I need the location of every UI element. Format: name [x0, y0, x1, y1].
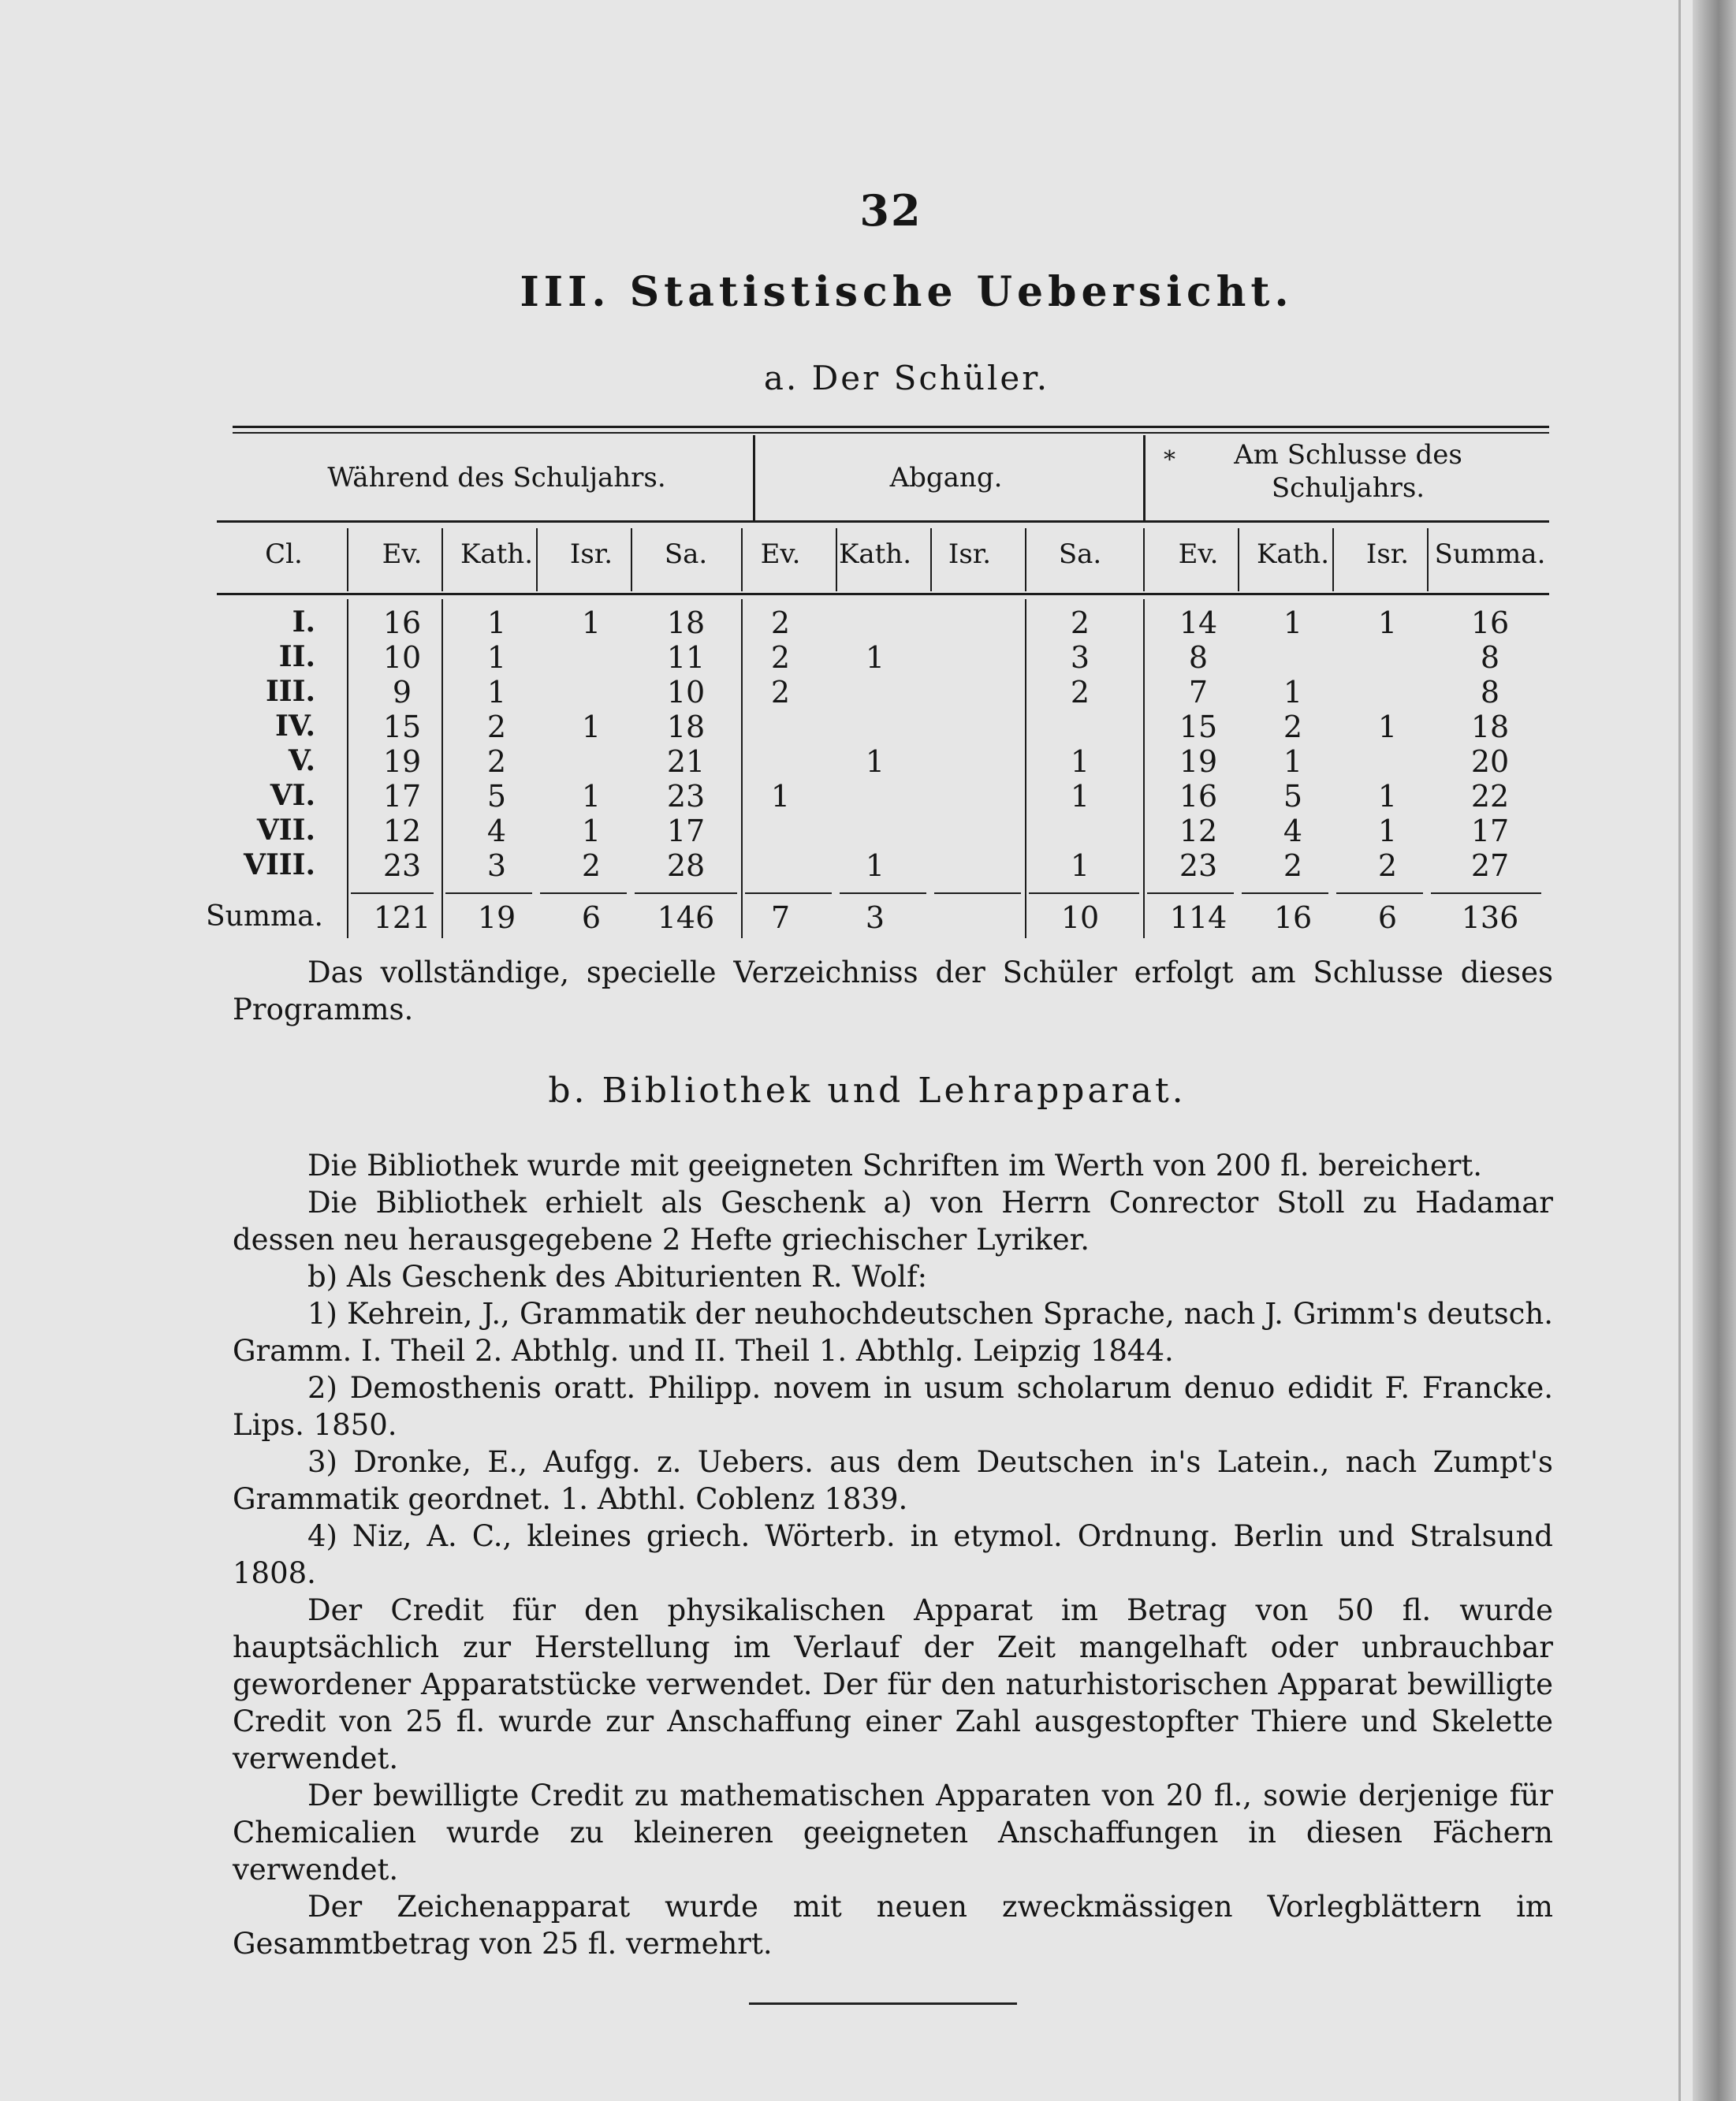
table-cell: 1	[486, 640, 507, 675]
page-edge-line	[1678, 0, 1681, 2101]
column-divider	[1238, 528, 1239, 591]
paragraph: 4) Niz, A. C., kleines griech. Wörterb. in etymol. Ordnung. Berlin und Stralsund 1808.	[233, 1519, 1553, 1590]
table-cell: 121	[373, 900, 431, 935]
column-divider	[536, 528, 538, 591]
table-cell: 1	[865, 640, 885, 675]
row-class-label: VI.	[270, 779, 315, 812]
paragraph: Der Zeichenapparat wurde mit neuen zweckmässigen Vorlegblättern im Gesammtbetrag von 25 fl. vermehrt.	[233, 1890, 1553, 1961]
table-cell: 2	[770, 675, 791, 710]
table-cell: 9	[392, 675, 412, 710]
column-divider	[1143, 528, 1145, 591]
sum-rule	[1147, 892, 1234, 894]
table-cell: 1	[770, 779, 791, 814]
table-top-rule	[233, 426, 1549, 428]
table-cell: 23	[382, 848, 422, 883]
table-cell: 12	[1179, 814, 1218, 848]
table-cell: 1	[1377, 814, 1398, 848]
table-cell: 17	[382, 779, 422, 814]
table-cell: 12	[382, 814, 422, 848]
table-cell: 1	[1283, 675, 1303, 710]
sum-rule	[635, 892, 737, 894]
column-divider	[836, 528, 837, 591]
sum-rule	[1029, 892, 1139, 894]
table-cell: 16	[1470, 605, 1510, 640]
sum-rule	[745, 892, 832, 894]
paragraph: Der bewilligte Credit zu mathematischen Apparaten von 20 fl., sowie derjenige für Chemicalien wurde zu kleineren geeigneten Anschaffungen in diesen Fächern verwendet.	[233, 1779, 1553, 1887]
column-divider	[631, 528, 632, 591]
table-cell: 1	[581, 605, 602, 640]
table-cell: 15	[1179, 710, 1218, 744]
table-cell: 7	[770, 900, 791, 935]
column-header: Kath.	[838, 538, 912, 570]
row-class-label: VII.	[256, 814, 315, 847]
column-header: Kath.	[460, 538, 534, 570]
table-cell: 2	[1070, 605, 1090, 640]
table-cell: 1	[865, 848, 885, 883]
group-divider	[1143, 435, 1146, 520]
table-cell: 136	[1461, 900, 1519, 935]
row-class-label: I.	[292, 605, 315, 639]
table-cell: 3	[865, 900, 885, 935]
table-cell: 4	[1283, 814, 1303, 848]
table-note	[233, 954, 1553, 1028]
sum-rule	[1242, 892, 1328, 894]
column-header: Ev.	[1178, 538, 1219, 570]
table-cell: 1	[1070, 779, 1090, 814]
table-cell: 2	[1283, 848, 1303, 883]
table-cell: 14	[1179, 605, 1218, 640]
column-header-rule	[217, 593, 1549, 595]
note-text: Das vollständige, specielle Verzeichniss der Schüler erfolgt am Schlusse dieses Programms.	[233, 956, 1553, 1026]
table-cell: 17	[1470, 814, 1510, 848]
table-cell: 2	[770, 640, 791, 675]
group-header-departure: Abgang.	[889, 462, 1003, 494]
sum-rule	[445, 892, 532, 894]
table-cell: 19	[1179, 744, 1218, 779]
table-cell: 1	[1070, 848, 1090, 883]
column-header: Isr.	[569, 538, 613, 570]
table-cell: 1	[581, 710, 602, 744]
group-divider	[753, 435, 755, 520]
paragraph: Der Credit für den physikalischen Apparat im Betrag von 50 fl. wurde hauptsächlich zur Herstellung im Verlauf der Zeit mangelhaft oder unbrauchbar gewordener Apparatstücke verwendet. Der für den naturhistorischen Apparat bewilligte Credit von 25 fl. wurde zur Anschaffung einer Zahl ausgestopfter Thiere und Skelette verwendet.	[233, 1593, 1553, 1775]
sum-rule	[934, 892, 1021, 894]
column-divider	[441, 528, 443, 591]
column-header: Isr.	[948, 538, 992, 570]
table-cell: 8	[1480, 640, 1500, 675]
table-cell: 8	[1480, 675, 1500, 710]
table-cell: 1	[581, 779, 602, 814]
row-class-label: IV.	[274, 710, 315, 743]
page-number: 32	[859, 185, 922, 236]
column-header: Cl.	[265, 538, 303, 570]
sum-rule	[840, 892, 926, 894]
table-cell: 114	[1169, 900, 1227, 935]
column-divider	[1025, 528, 1026, 591]
table-cell: 16	[1179, 779, 1218, 814]
column-header: Kath.	[1256, 538, 1330, 570]
column-divider	[1427, 528, 1429, 591]
body-column-divider	[347, 599, 348, 938]
table-cell: 3	[486, 848, 507, 883]
table-cell: 1	[1377, 605, 1398, 640]
table-cell: 1	[1070, 744, 1090, 779]
table-cell: 6	[1377, 900, 1398, 935]
table-cell: 1	[486, 605, 507, 640]
table-cell: 17	[666, 814, 706, 848]
table-cell: 21	[666, 744, 706, 779]
section-b-heading: b. Bibliothek und Lehrapparat.	[548, 1071, 1187, 1111]
group-header-end-of-year: Am Schlusse des Schuljahrs.	[1234, 439, 1462, 504]
table-cell: 1	[1283, 744, 1303, 779]
table-cell: 20	[1470, 744, 1510, 779]
column-header: Ev.	[382, 538, 423, 570]
table-cell: 16	[382, 605, 422, 640]
column-divider	[1332, 528, 1334, 591]
table-cell: 16	[1273, 900, 1313, 935]
column-header: Ev.	[760, 538, 801, 570]
table-cell: 10	[1060, 900, 1100, 935]
table-cell: 146	[657, 900, 715, 935]
table-cell: 19	[382, 744, 422, 779]
row-class-label: V.	[288, 744, 315, 777]
paragraph: Die Bibliothek erhielt als Geschenk a) von Herrn Conrector Stoll zu Hadamar dessen neu herausgegebene 2 Hefte griechischer Lyriker.	[233, 1186, 1553, 1257]
closing-rule	[749, 2002, 1017, 2005]
table-cell: 2	[486, 710, 507, 744]
section-a-heading: a. Der Schüler.	[763, 359, 1050, 397]
column-divider	[347, 528, 348, 591]
sum-rule	[1431, 892, 1541, 894]
table-cell: 4	[486, 814, 507, 848]
body-column-divider	[741, 599, 743, 938]
table-cell: 15	[382, 710, 422, 744]
table-cell: 22	[1470, 779, 1510, 814]
table-cell: 6	[581, 900, 602, 935]
column-header: Sa.	[1058, 538, 1102, 570]
table-cell: 2	[581, 848, 602, 883]
table-cell: 1	[1377, 710, 1398, 744]
group-header-rule	[217, 520, 1549, 523]
paragraph: 2) Demosthenis oratt. Philipp. novem in usum scholarum denuo edidit F. Francke. Lips. 1850.	[233, 1371, 1553, 1442]
table-cell: 28	[666, 848, 706, 883]
table-cell: 2	[1070, 675, 1090, 710]
table-cell: 10	[666, 675, 706, 710]
group-header-during-year: Während des Schuljahrs.	[327, 462, 666, 494]
paragraph: 3) Dronke, E., Aufgg. z. Uebers. aus dem Deutschen in's Latein., nach Zumpt's Grammatik geordnet. 1. Abthl. Coblenz 1839.	[233, 1445, 1553, 1516]
section-b-body	[233, 1147, 1553, 1962]
table-cell: 23	[666, 779, 706, 814]
table-cell: 2	[1377, 848, 1398, 883]
paragraph: Die Bibliothek wurde mit geeigneten Schriften im Werth von 200 fl. bereichert.	[307, 1149, 1483, 1183]
table-cell: 23	[1179, 848, 1218, 883]
column-header: Isr.	[1365, 538, 1410, 570]
asterisk-mark: *	[1164, 446, 1175, 474]
table-cell: 10	[382, 640, 422, 675]
table-cell: 1	[1377, 779, 1398, 814]
column-divider	[741, 528, 743, 591]
row-class-label: Summa.	[205, 900, 323, 933]
sum-rule	[1336, 892, 1423, 894]
table-top-rule-2	[233, 432, 1549, 434]
table-cell: 5	[1283, 779, 1303, 814]
table-cell: 1	[486, 675, 507, 710]
row-class-label: III.	[265, 675, 315, 708]
table-cell: 1	[1283, 605, 1303, 640]
column-header: Summa.	[1434, 538, 1546, 570]
table-cell: 2	[486, 744, 507, 779]
table-cell: 1	[581, 814, 602, 848]
column-divider	[930, 528, 932, 591]
paragraph: b) Als Geschenk des Abiturienten R. Wolf:	[307, 1260, 928, 1294]
table-cell: 18	[1470, 710, 1510, 744]
body-column-divider	[1025, 599, 1026, 938]
table-cell: 19	[477, 900, 516, 935]
table-cell: 7	[1188, 675, 1209, 710]
row-class-label: II.	[278, 640, 315, 673]
sum-rule	[351, 892, 434, 894]
table-cell: 3	[1070, 640, 1090, 675]
row-class-label: VIII.	[244, 848, 315, 881]
table-cell: 5	[486, 779, 507, 814]
column-header: Sa.	[664, 538, 708, 570]
paragraph: 1) Kehrein, J., Grammatik der neuhochdeutschen Sprache, nach J. Grimm's deutsch. Gramm. I. Theil 2. Abthlg. und II. Theil 1. Abthlg. Leipzig 1844.	[233, 1297, 1553, 1368]
table-cell: 18	[666, 710, 706, 744]
body-column-divider	[1143, 599, 1145, 938]
page-title: III. Statistische Uebersicht.	[520, 268, 1294, 316]
table-cell: 8	[1188, 640, 1209, 675]
table-cell: 1	[865, 744, 885, 779]
body-column-divider	[441, 599, 443, 938]
table-cell: 27	[1470, 848, 1510, 883]
table-cell: 11	[666, 640, 706, 675]
book-spine-shadow	[1693, 0, 1736, 2101]
table-cell: 2	[770, 605, 791, 640]
table-cell: 18	[666, 605, 706, 640]
table-cell: 2	[1283, 710, 1303, 744]
sum-rule	[540, 892, 627, 894]
